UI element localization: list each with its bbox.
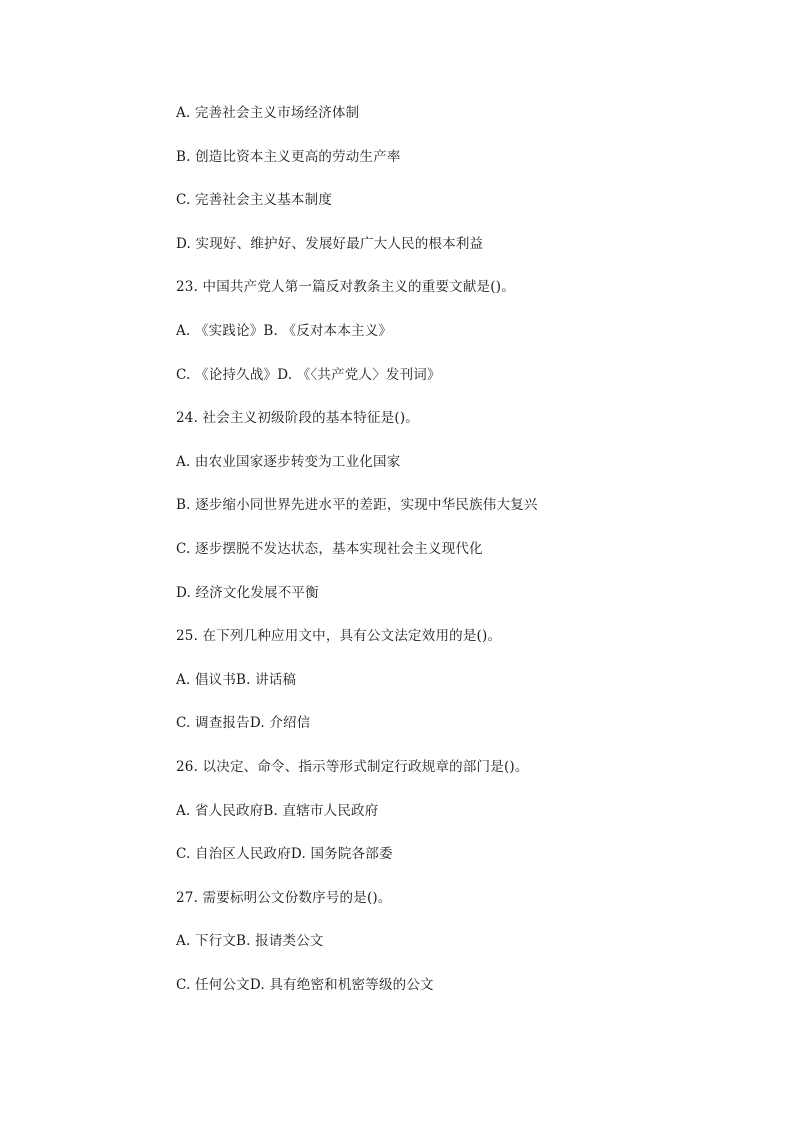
option-line: C. 调查报告D. 介绍信 bbox=[176, 715, 311, 732]
option-line: D. 实现好、维护好、发展好最广大人民的根本利益 bbox=[176, 235, 484, 252]
option-line: A. 倡议书B. 讲话稿 bbox=[176, 671, 297, 688]
option-line: C. 完善社会主义基本制度 bbox=[176, 192, 333, 209]
question-23: 23. 中国共产党人第一篇反对教条主义的重要文献是()。 bbox=[176, 279, 515, 296]
option-line: B. 逐步缩小同世界先进水平的差距，实现中华民族伟大复兴 bbox=[176, 497, 538, 514]
option-line: A. 省人民政府B. 直辖市人民政府 bbox=[176, 802, 379, 819]
question-25: 25. 在下列几种应用文中，具有公文法定效用的是()。 bbox=[176, 628, 502, 645]
option-line: D. 经济文化发展不平衡 bbox=[176, 584, 319, 601]
option-line: A. 《实践论》B. 《反对本本主义》 bbox=[176, 322, 393, 339]
option-line: A. 下行文B. 报请类公文 bbox=[176, 933, 324, 950]
option-line: C. 自治区人民政府D. 国务院各部委 bbox=[176, 846, 393, 863]
option-line: C. 任何公文D. 具有绝密和机密等级的公文 bbox=[176, 976, 434, 993]
question-24: 24. 社会主义初级阶段的基本特征是()。 bbox=[176, 410, 419, 427]
option-line: C. 《论持久战》D. 《〈共产党人〉发刊词》 bbox=[176, 366, 441, 383]
question-27: 27. 需要标明公文份数序号的是()。 bbox=[176, 889, 392, 906]
question-list bbox=[176, 102, 538, 1017]
option-line: B. 创造比资本主义更高的劳动生产率 bbox=[176, 148, 401, 165]
option-line: C. 逐步摆脱不发达状态，基本实现社会主义现代化 bbox=[176, 540, 483, 557]
option-line: A. 由农业国家逐步转变为工业化国家 bbox=[176, 453, 401, 470]
option-line: A. 完善社会主义市场经济体制 bbox=[176, 105, 360, 121]
question-26: 26. 以决定、命令、指示等形式制定行政规章的部门是()。 bbox=[176, 758, 529, 775]
